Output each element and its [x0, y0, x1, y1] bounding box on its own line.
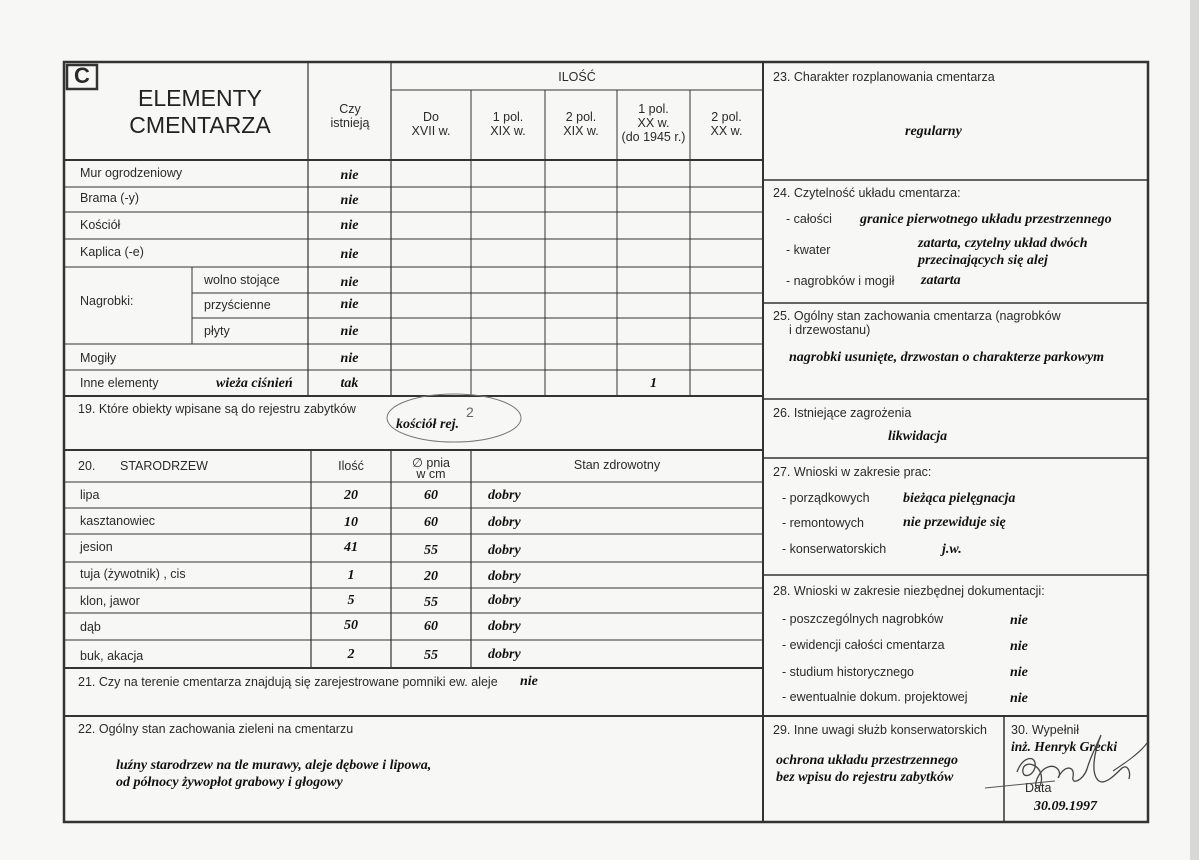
tree-health: dobry: [488, 569, 521, 584]
tree-diameter: 60: [424, 515, 438, 530]
q20-title: STARODRZEW: [120, 459, 208, 473]
q20-number: 20.: [78, 459, 96, 473]
element-note-inne: wieża ciśnień: [216, 376, 293, 391]
signature-scribble: [975, 725, 1155, 795]
q19-label: 19. Które obiekty wpisane są do rejestru zabytków: [78, 402, 356, 416]
element-exists-plyty: nie: [340, 324, 359, 339]
q27-item-label: - remontowych: [782, 516, 864, 530]
tree-name: klon, jawor: [80, 594, 140, 608]
q20-col-pnia-line-1: ∅ pnia: [412, 456, 450, 470]
q30-name: inż. Henryk Grecki: [1011, 739, 1118, 754]
q24-item-label-nagrobkow: - nagrobków i mogił: [786, 274, 895, 288]
nagrobki-label: Nagrobki:: [80, 294, 134, 308]
period-1-line-1: Do: [423, 110, 439, 124]
tree-health: dobry: [488, 647, 521, 662]
tree-diameter: 20: [424, 569, 438, 584]
q24-item-answer-calosci: granice pierwotnego układu przestrzennego: [860, 212, 1112, 227]
element-label-kaplica: Kaplica (-e): [80, 245, 144, 259]
q23-label: 23. Charakter rozplanowania cmentarza: [773, 70, 995, 84]
element-exists-kosciol: nie: [340, 218, 359, 233]
czy-istnieja-line-1: Czy: [339, 102, 361, 116]
tree-count: 1: [347, 568, 355, 583]
q29-label: 29. Inne uwagi służb konserwatorskich: [773, 723, 988, 737]
period-1-line-2: XVII w.: [411, 124, 451, 138]
q28-item-label: - ewidencji całości cmentarza: [782, 638, 945, 652]
q19-pencil-mark: 2: [466, 404, 474, 420]
period-3-line-2: XIX w.: [563, 124, 599, 138]
tree-diameter: 60: [424, 619, 438, 634]
q27-label: 27. Wnioski w zakresie prac:: [773, 465, 932, 479]
q28-item-answer: nie: [1010, 665, 1028, 680]
q27-item-answer: nie przewiduje się: [903, 515, 1006, 530]
q27-item-label: - porządkowych: [782, 491, 870, 505]
tree-name: buk, akacja: [80, 649, 144, 663]
q30-date-label: Data: [1025, 781, 1052, 795]
element-exists-przyscienne: nie: [340, 297, 359, 312]
title-line-2: CMENTARZA: [129, 112, 271, 138]
czy-istnieja-line-2: istnieją: [330, 116, 370, 130]
q27-item-answer: bieżąca pielęgnacja: [903, 491, 1016, 506]
q24-item-answer-nagrobkow: zatarta: [921, 273, 961, 288]
q29-answer-line-1: ochrona układu przestrzennego: [776, 753, 959, 768]
tree-health: dobry: [488, 619, 521, 634]
tree-count: 50: [344, 618, 358, 633]
q30-date: 30.09.1997: [1034, 799, 1097, 814]
tree-health: dobry: [488, 593, 521, 608]
q22-answer-line-2: od północy żywopłot grabowy i głogowy: [116, 775, 343, 790]
element-exists-inne: tak: [340, 376, 359, 391]
q30-label: 30. Wypełnił: [1011, 723, 1079, 737]
element-label-przyscienne: przyścienne: [204, 298, 271, 312]
q28-item-label: - poszczególnych nagrobków: [782, 612, 944, 626]
title-line-1: ELEMENTY: [138, 85, 262, 111]
tree-health: dobry: [488, 543, 521, 558]
element-label-kosciol: Kościół: [80, 218, 121, 232]
q28-item-answer: nie: [1010, 639, 1028, 654]
period-4-line-1: 1 pol.: [638, 102, 669, 116]
tree-diameter: 55: [424, 648, 438, 663]
q24-item-label-kwater: - kwater: [786, 243, 831, 257]
element-exists-wolno-stojace: nie: [340, 275, 359, 290]
q26-answer: likwidacja: [888, 429, 948, 444]
tree-count: 10: [344, 515, 358, 530]
tree-count: 20: [344, 488, 358, 503]
element-label-mur: Mur ogrodzeniowy: [80, 166, 183, 180]
element-label-inne: Inne elementy: [80, 376, 159, 390]
tree-health: dobry: [488, 488, 521, 503]
element-label-plyty: płyty: [204, 324, 230, 338]
element-exists-kaplica: nie: [340, 247, 359, 262]
section-letter: C: [74, 63, 90, 88]
period-3-line-1: 2 pol.: [565, 110, 597, 124]
q25-label-line-2: i drzewostanu): [789, 323, 871, 337]
q22-answer-line-1: luźny starodrzew na tle murawy, aleje dębowe i lipowa,: [116, 758, 432, 773]
q28-item-answer: nie: [1010, 613, 1028, 628]
q20-col-pnia-line-2: w cm: [416, 467, 446, 481]
element-count-inne-xx1: 1: [650, 376, 657, 391]
q29-answer-line-2: bez wpisu do rejestru zabytków: [776, 770, 954, 785]
q28-item-label: - studium historycznego: [782, 665, 915, 679]
element-exists-brama: nie: [340, 193, 359, 208]
q27-item-answer: j.w.: [942, 542, 962, 557]
period-4-line-3: (do 1945 r.): [621, 130, 686, 144]
tree-health: dobry: [488, 515, 521, 530]
q21-label: 21. Czy na terenie cmentarza znajdują się zarejestrowane pomniki ew. aleje: [78, 675, 498, 689]
tree-diameter: 55: [424, 543, 438, 558]
q28-item-answer: nie: [1010, 691, 1028, 706]
element-exists-mogily: nie: [340, 351, 359, 366]
q24-item-answer-kwater-1: zatarta, czytelny układ dwóch: [918, 236, 1088, 251]
q21-answer: nie: [520, 674, 538, 689]
q23-answer: regularny: [905, 124, 962, 139]
element-label-mogily: Mogiły: [80, 351, 117, 365]
q28-item-label: - ewentualnie dokum. projektowej: [782, 690, 968, 704]
ilosc-header: ILOŚĆ: [558, 70, 596, 84]
q28-label: 28. Wnioski w zakresie niezbędnej dokumentacji:: [773, 584, 1045, 598]
tree-name: kasztanowiec: [80, 514, 156, 528]
q22-label: 22. Ogólny stan zachowania zieleni na cmentarzu: [78, 722, 354, 736]
q25-answer: nagrobki usunięte, drzwostan o charakterze parkowym: [789, 350, 1105, 365]
period-5-line-2: XX w.: [710, 124, 743, 138]
tree-diameter: 55: [424, 595, 438, 610]
tree-name: tuja (żywotnik) , cis: [80, 567, 186, 581]
period-5-line-1: 2 pol.: [711, 110, 742, 124]
q20-col-ilosc: Ilość: [338, 459, 364, 473]
q20-col-stan: Stan zdrowotny: [573, 458, 661, 472]
q25-label-line-1: 25. Ogólny stan zachowania cmentarza (nagrobków: [773, 309, 1061, 323]
tree-name: jesion: [80, 540, 113, 554]
element-label-wolno-stojace: wolno stojące: [204, 273, 280, 287]
element-exists-mur: nie: [340, 168, 359, 183]
tree-diameter: 60: [424, 488, 438, 503]
tree-name: lipa: [80, 488, 100, 502]
q27-item-label: - konserwatorskich: [782, 542, 887, 556]
q24-item-label-calosci: - całości: [786, 212, 832, 226]
tree-count: 5: [347, 593, 355, 608]
q24-label: 24. Czytelność układu cmentarza:: [773, 186, 961, 200]
period-2-line-1: 1 pol.: [492, 110, 524, 124]
q19-answer: kościół rej.: [396, 417, 459, 432]
q24-item-answer-kwater-2: przecinających się alej: [918, 253, 1048, 268]
q26-label: 26. Istniejące zagrożenia: [773, 406, 912, 420]
period-4-line-2: XX w.: [637, 116, 670, 130]
tree-count: 41: [344, 540, 358, 555]
tree-count: 2: [347, 647, 355, 662]
period-2-line-2: XIX w.: [490, 124, 526, 138]
element-label-brama: Brama (-y): [80, 191, 140, 205]
tree-name: dąb: [80, 620, 101, 634]
